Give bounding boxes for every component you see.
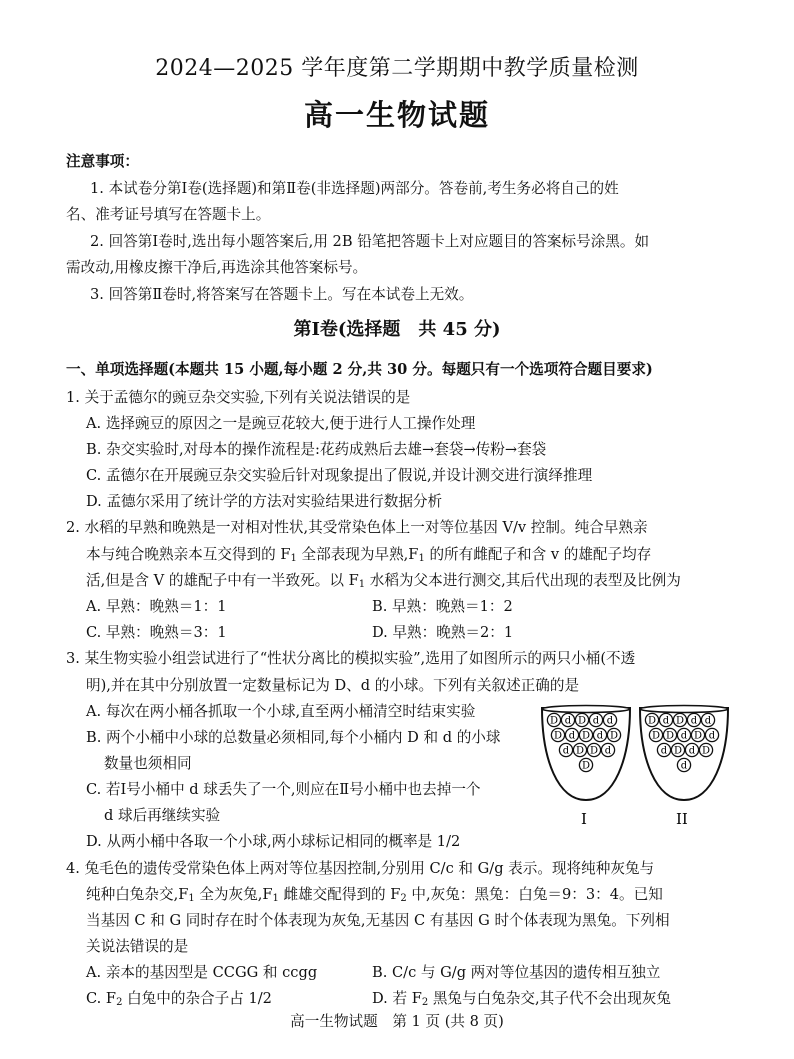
q4-line-1: 4. 兔毛色的遗传受常染色体上两对等位基因控制,分别用 C/c 和 G/g 表示。现将纯种灰兔与 (66, 860, 655, 877)
bucket-1-ball-label: d (564, 715, 572, 727)
q2-option-a: A. 早熟：晚熟＝1：1 (86, 598, 227, 615)
bucket-1-rim (542, 706, 630, 713)
q3-option-d: D. 从两小桶中各取一个小球,两小球标记相同的概率是 1/2 (86, 833, 461, 850)
bucket-2-ball-label: D (693, 730, 703, 742)
bucket-1-ball-label: d (604, 745, 612, 757)
bucket-1-ball-label: D (609, 730, 619, 742)
q4-option-a: A. 亲本的基因型是 CCGG 和 ccgg (86, 964, 318, 981)
q2-option-b: B. 早熟：晚熟＝1：2 (372, 598, 513, 615)
q2-option-c: C. 早熟：晚熟＝3：1 (86, 624, 227, 641)
bucket-2-ball-label: d (704, 715, 712, 727)
q3-line-2: 明),并在其中分别放置一定数量标记为 D、d 的小球。下列有关叙述正确的是 (86, 677, 580, 694)
bucket-1-ball-label: D (581, 730, 591, 742)
q4-line-3: 当基因 C 和 G 同时存在时个体表现为灰兔,无基因 C 有基因 G 时个体表现为黑兔。下列相 (86, 912, 670, 929)
q1-option-a: A. 选择豌豆的原因之一是豌豆花较大,便于进行人工操作处理 (86, 415, 476, 432)
page-footer: 高一生物试题 第 1 页 (共 8 页) (290, 1013, 504, 1030)
q4-option-c: C. $F_2$ 白兔中的杂合子占 1/2 (86, 990, 272, 1008)
q4-option-d: D. 若 $F_2$ 黑兔与白兔杂交,其子代不会出现灰兔 (372, 990, 671, 1008)
bucket-2-ball-label: d (708, 730, 716, 742)
q1-option-c: C. 孟德尔在开展豌豆杂交实验后针对现象提出了假说,并设计测交进行演绎推理 (86, 467, 593, 484)
q1-stem: 1. 关于孟德尔的豌豆杂交实验,下列有关说法错误的是 (66, 389, 411, 406)
q3-option-a: A. 每次在两小桶各抓取一个小球,直至两小桶清空时结束实验 (86, 703, 476, 720)
bucket-2-ball-label: d (662, 715, 670, 727)
notice-item-1-line-1: 1. 本试卷分第Ⅰ卷(选择题)和第Ⅱ卷(非选择题)两部分。答卷前,考生务必将自己的姓 (90, 180, 619, 197)
q2-option-d: D. 早熟：晚熟＝2：1 (372, 624, 514, 641)
bucket-1-label: I (581, 810, 587, 828)
q3-option-c-line-1: C. 若Ⅰ号小桶中 d 球丢失了一个,则应在Ⅱ号小桶中也去掉一个 (86, 781, 481, 798)
section-title: 第Ⅰ卷(选择题 共 45 分) (293, 319, 501, 340)
bucket-2-ball-label: d (690, 715, 698, 727)
bucket-2-ball-label: d (660, 745, 668, 757)
q4-option-b: B. C/c 与 G/g 两对等位基因的遗传相互独立 (372, 964, 661, 981)
bucket-2-ball-label: d (680, 730, 688, 742)
bucket-2-rim (640, 706, 728, 713)
bucket-2-ball-label: D (675, 715, 685, 727)
notice-heading: 注意事项： (66, 153, 139, 170)
bucket-figure (536, 704, 736, 828)
q3-option-b-line-1: B. 两个小桶中小球的总数量必须相同,每个小桶内 D 和 d 的小球 (86, 729, 501, 746)
bucket-2-ball-label: D (665, 730, 675, 742)
q1-option-d: D. 孟德尔采用了统计学的方法对实验结果进行数据分析 (86, 493, 443, 510)
bucket-2-ball-label: D (647, 715, 657, 727)
bucket-2-ball-label: d (680, 760, 688, 772)
q4-line-2: 纯种白兔杂交$,F_1$ 全为灰兔$,F_1$ 雌雄交配得到的 $F_2$ 中,灰兔：黑兔：白兔＝9：3：4。已知 (86, 886, 663, 904)
bucket-1-ball-label: D (577, 715, 587, 727)
notice-item-2-line-1: 2. 回答第Ⅰ卷时,选出每小题答案后,用 2B 铅笔把答题卡上对应题目的答案标号涂黑。如 (90, 233, 650, 250)
bucket-1-ball-label: D (549, 715, 559, 727)
bucket-1-ball-label: d (568, 730, 576, 742)
q2-line-3: 活,但是含 V 的雄配子中有一半致死。以 $F_1$ 水稻为父本进行测交,其后代出现的表型及比例为 (86, 572, 681, 590)
subject-title: 高一生物试题 (303, 98, 490, 132)
exam-title: 2024—2025 学年度第二学期期中教学质量检测 (155, 56, 639, 81)
q3-line-1: 3. 某生物实验小组尝试进行了“性状分离比的模拟实验”,选用了如图所示的两只小桶(不透 (66, 650, 636, 667)
bucket-1-ball-label: D (589, 745, 599, 757)
q1-option-b: B. 杂交实验时,对母本的操作流程是:花药成熟后去雄→套袋→传粉→套袋 (86, 441, 547, 458)
bucket-2-label: II (676, 810, 688, 828)
bucket-1-ball-label: D (553, 730, 563, 742)
q2-line-1: 2. 水稻的早熟和晚熟是一对相对性状,其受常染色体上一对等位基因 V/v 控制。纯合早熟亲 (66, 519, 648, 536)
bucket-2-ball-label: D (673, 745, 683, 757)
q4-line-4: 关说法错误的是 (86, 938, 189, 955)
bucket-1-ball-label: d (596, 730, 604, 742)
bucket-1-ball-label: D (575, 745, 585, 757)
bucket-2-ball-label: d (688, 745, 696, 757)
q3-option-b-line-2: 数量也须相同 (104, 755, 192, 772)
bucket-1-ball-label: D (581, 760, 591, 772)
notice-item-1-line-2: 名、准考证号填写在答题卡上。 (66, 206, 271, 223)
q3-option-c-line-2: d 球后再继续实验 (104, 807, 221, 824)
bucket-1-ball-label: d (592, 715, 600, 727)
bucket-2-ball-label: D (651, 730, 661, 742)
part-heading: 一、单项选择题(本题共 15 小题,每小题 2 分,共 30 分。每题只有一个选项符合题目要求) (66, 361, 653, 378)
q2-line-2: 本与纯合晚熟亲本互交得到的 $F_1$ 全部表现为早熟$,F_1$ 的所有雌配子和含 v 的雄配子均存 (86, 546, 652, 564)
bucket-1-ball-label: d (562, 745, 570, 757)
bucket-2-ball-label: D (701, 745, 711, 757)
notice-item-3: 3. 回答第Ⅱ卷时,将答案写在答题卡上。写在本试卷上无效。 (90, 286, 474, 303)
bucket-1-ball-label: d (606, 715, 614, 727)
notice-item-2-line-2: 需改动,用橡皮擦干净后,再选涂其他答案标号。 (66, 259, 368, 276)
